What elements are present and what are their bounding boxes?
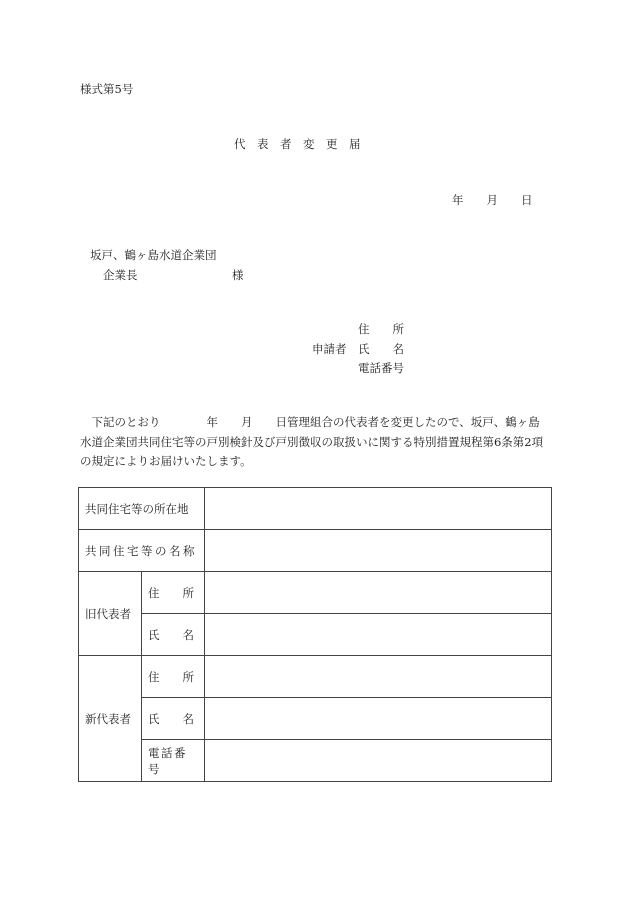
new-rep-phone-label: 電話番号	[148, 745, 187, 776]
table-row	[79, 530, 552, 572]
applicant-phone-label: 電話番号	[358, 361, 404, 375]
location-label: 共同住宅等の所在地	[85, 501, 189, 516]
form-table	[78, 487, 552, 782]
body-line-1: 下記のとおり 年 月 日管理組合の代表者を変更したので、坂戸、鶴ヶ島	[80, 415, 540, 429]
new-rep-label-cell	[79, 656, 142, 782]
new-rep-address-label: 住 所	[148, 669, 194, 684]
new-rep-name-label: 氏 名	[148, 711, 194, 726]
old-rep-label: 旧代表者	[85, 606, 131, 621]
table-row	[79, 572, 552, 614]
applicant-name-label: 氏 名	[358, 342, 404, 356]
addressee-honorific: 様	[232, 268, 244, 282]
old-rep-name-label-cell	[142, 614, 205, 656]
body-paragraph	[80, 413, 550, 472]
new-rep-name-value-cell[interactable]	[205, 698, 552, 740]
form-number: 様式第5号	[80, 82, 134, 96]
old-rep-address-label-cell	[142, 572, 205, 614]
building-name-label: 共同住宅等の名称	[85, 543, 197, 558]
building-name-label-cell	[79, 530, 205, 572]
table-row	[79, 740, 552, 782]
body-line-2: 水道企業団共同住宅等の戸別検針及び戸別徴収の取扱いに関する特別措置規程第6条第2項	[80, 434, 544, 449]
table-row	[79, 614, 552, 656]
location-value-cell[interactable]	[205, 488, 552, 530]
old-rep-label-cell	[79, 572, 142, 656]
old-rep-address-label: 住 所	[148, 585, 194, 600]
old-rep-name-label: 氏 名	[148, 627, 194, 642]
body-line-3: の規定によりお届けいたします。	[80, 454, 252, 468]
addressee-title: 企業長	[103, 268, 138, 282]
document-title: 代 表 者 変 更 届	[234, 137, 361, 151]
old-rep-address-value-cell[interactable]	[205, 572, 552, 614]
building-name-value-cell[interactable]	[205, 530, 552, 572]
table-row	[79, 698, 552, 740]
new-rep-address-label-cell	[142, 656, 205, 698]
table-row	[79, 656, 552, 698]
new-rep-name-label-cell	[142, 698, 205, 740]
date-line: 年 月 日	[452, 193, 533, 207]
old-rep-name-value-cell[interactable]	[205, 614, 552, 656]
location-label-cell	[79, 488, 205, 530]
new-rep-address-value-cell[interactable]	[205, 656, 552, 698]
new-rep-phone-label-cell	[142, 740, 205, 782]
table-row	[79, 488, 552, 530]
new-rep-phone-value-cell[interactable]	[205, 740, 552, 782]
applicant-label: 申請者	[312, 342, 347, 356]
addressee-organization: 坂戸、鶴ヶ島水道企業団	[90, 248, 217, 262]
applicant-address-label: 住 所	[358, 322, 404, 336]
new-rep-label: 新代表者	[85, 711, 131, 726]
